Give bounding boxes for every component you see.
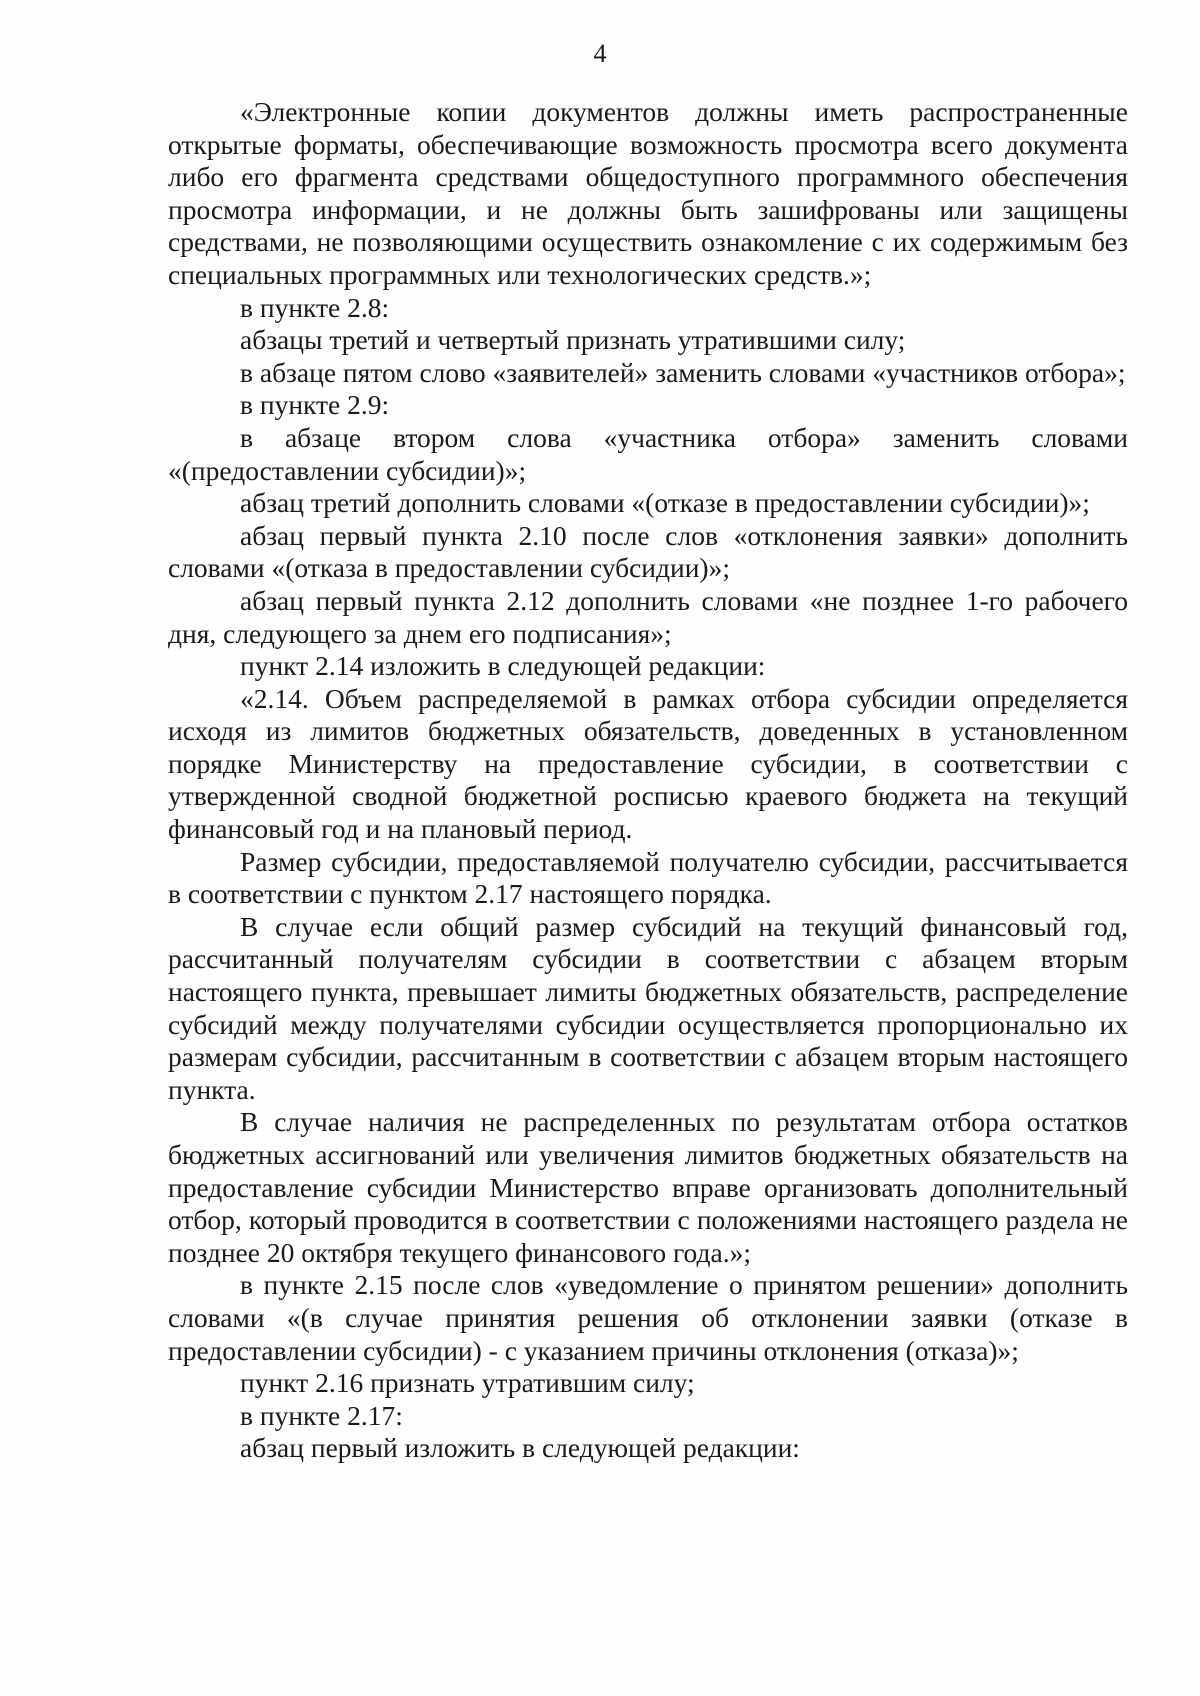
paragraph: В случае наличия не распределенных по результатам отбора остатков бюджетных ассигнований или увеличения лимитов бюджетных обязательств на предоставление субсидии Министерство вправе организовать дополнительный отбор, который проводится в соответствии с положениями настоящего раздела не позднее 20 октября текущего финансового года.»;	[168, 1106, 1128, 1268]
paragraph: «Электронные копии документов должны иметь распространенные открытые форматы, обеспечивающие возможность просмотра всего документа либо его фрагмента средствами общедоступного программного обеспечения просмотра информации, и не должны быть зашифрованы или защищены средствами, не позволяющими осуществить ознакомление с их содержимым без специальных программных или технологических средств.»;	[168, 96, 1128, 290]
paragraph: в пункте 2.17:	[240, 1399, 403, 1431]
paragraph: абзац первый пункта 2.12 дополнить словами «не позднее 1-го рабочего дня, следующего за днем его подписания»;	[168, 584, 1128, 649]
paragraph: в пункте 2.8:	[240, 291, 390, 323]
paragraph: пункт 2.14 изложить в следующей редакции:	[240, 650, 766, 682]
paragraph: В случае если общий размер субсидий на текущий финансовый год, рассчитанный получателям субсидии в соответствии с абзацем вторым настоящего пункта, превышает лимиты бюджетных обязательств, распределение субсидий между получателями субсидии осуществляется пропорционально их размерам субсидии, рассчитанным в соответствии с абзацем вторым настоящего пункта.	[168, 910, 1128, 1105]
paragraph: абзац первый изложить в следующей редакции:	[240, 1432, 800, 1464]
paragraph: в абзаце втором слова «участника отбора» заменить словами «(предоставлении субсидии)»;	[168, 421, 1128, 486]
paragraph: абзац первый пункта 2.10 после слов «отклонения заявки» дополнить словами «(отказа в предоставлении субсидии)»;	[168, 519, 1128, 584]
document-body	[168, 96, 1128, 1465]
paragraph: «2.14. Объем распределяемой в рамках отбора субсидии определяется исходя из лимитов бюджетных обязательств, доведенных в установленном порядке Министерству на предоставление субсидии, в соответствии с утвержденной сводной бюджетной росписью краевого бюджета на текущий финансовый год и на плановый период.	[168, 682, 1128, 845]
paragraph: абзац третий дополнить словами «(отказе в предоставлении субсидии)»;	[240, 487, 1090, 519]
paragraph: в пункте 2.15 после слов «уведомление о принятом решении» дополнить словами «(в случае принятия решения об отклонении заявки (отказе в предоставлении субсидии) - с указанием причины отклонения (отказа)»;	[168, 1269, 1128, 1366]
paragraph: абзацы третий и четвертый признать утратившими силу;	[240, 324, 906, 356]
paragraph: в пункте 2.9:	[240, 389, 390, 421]
paragraph: в абзаце пятом слово «заявителей» заменить словами «участников отбора»;	[240, 356, 1126, 388]
paragraph: пункт 2.16 признать утратившим силу;	[240, 1367, 695, 1399]
page-number: 4	[593, 39, 607, 68]
paragraph: Размер субсидии, предоставляемой получателю субсидии, рассчитывается в соответствии с пунктом 2.17 настоящего порядка.	[168, 845, 1128, 910]
